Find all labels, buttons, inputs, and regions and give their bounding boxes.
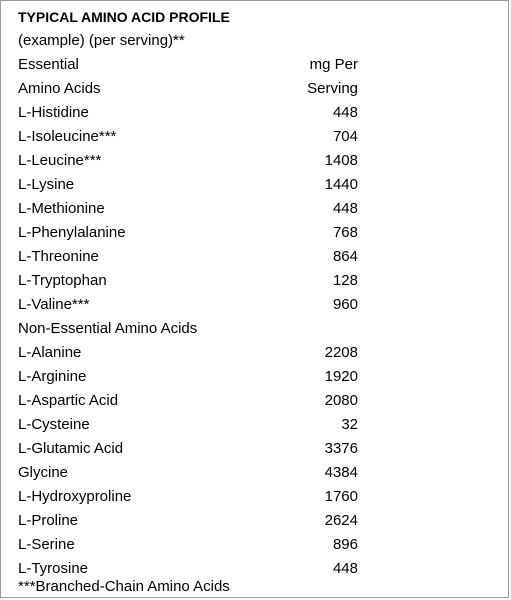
non-essential-row: L-Arginine 1920 [18,368,358,385]
non-essential-row: L-Proline 2624 [18,512,358,529]
non-essential-row: L-Hydroxyproline 1760 [18,488,358,505]
profile-subtitle: (example) (per serving)** [18,32,185,49]
essential-row: L-Leucine*** 1408 [18,152,358,169]
essential-row: L-Lysine 1440 [18,176,358,193]
column-header-mg-per: mg Per [309,56,358,73]
essential-row: L-Phenylalanine 768 [18,224,358,241]
non-essential-row: L-Tyrosine 448 [18,560,358,577]
non-essential-row: L-Serine 896 [18,536,358,553]
essential-row: L-Threonine 864 [18,248,358,265]
header-row-1 [18,53,358,77]
footnote: ***Branched-Chain Amino Acids [18,578,230,595]
non-essential-row: L-Glutamic Acid 3376 [18,440,358,457]
essential-row: L-Isoleucine*** 704 [18,128,358,145]
header-row-2 [18,77,358,101]
essential-row: L-Histidine 448 [18,104,358,121]
non-essential-row: L-Cysteine 32 [18,416,358,433]
column-header-serving: Serving [307,80,358,97]
essential-row: L-Methionine 448 [18,200,358,217]
non-essential-row: L-Alanine 2208 [18,344,358,361]
profile-title: TYPICAL AMINO ACID PROFILE [18,9,230,25]
non-essential-heading: Non-Essential Amino Acids [18,320,198,337]
essential-row: L-Valine*** 960 [18,296,358,313]
essential-row: L-Tryptophan 128 [18,272,358,289]
column-header-essential: Essential [18,56,79,73]
non-essential-row: L-Aspartic Acid 2080 [18,392,358,409]
non-essential-row: Glycine 4384 [18,464,358,481]
column-header-amino-acids: Amino Acids [18,80,101,97]
